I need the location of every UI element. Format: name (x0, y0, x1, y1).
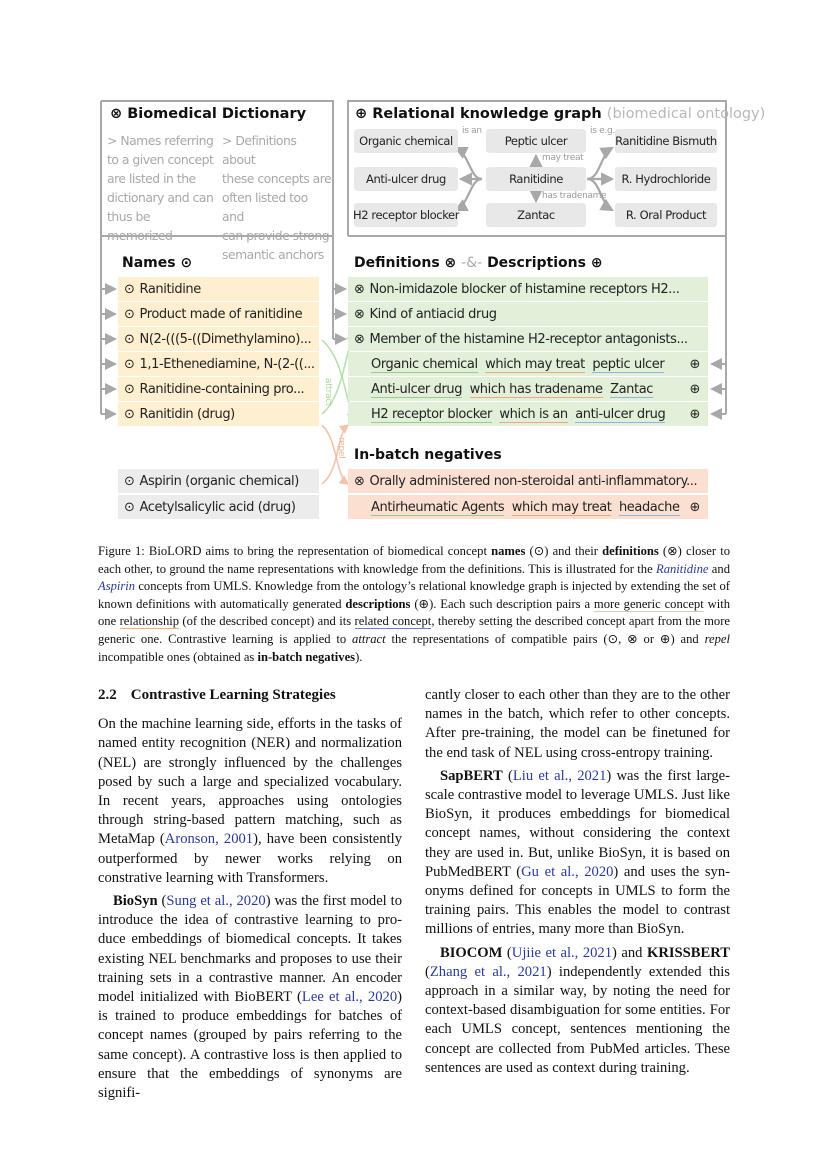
definition-symbol-icon: ⊗ (354, 281, 365, 297)
name-item: ⊙ Ranitidin (drug) (118, 402, 319, 426)
paragraph: On the machine learning side, efforts in the tasks of named entity recognition (NER) and normalization (NEL) are strongly influenced by the challenges posed by such a large and specialized vocabulary. In recent years, approaches using ontologies through string-based pattern matching, such as MetaMap (Aronson, 2001), have been consistently outperformed by newer works relying on constrative learning with Transformers. (98, 716, 402, 886)
name-symbol-icon: ⊙ (124, 499, 135, 515)
name-symbol-icon: ⊙ (124, 381, 135, 397)
aspirin-link[interactable]: Aspirin (98, 579, 136, 594)
citation-aronson[interactable]: Aronson, 2001 (164, 831, 254, 848)
definition-item: ⊗ Member of the histamine H2-receptor antagonists... (348, 327, 708, 351)
name-item: ⊙ Ranitidine-containing pro... (118, 377, 319, 401)
edge-label-is-eg: is e.g. (590, 126, 615, 136)
name-symbol-icon: ⊙ (124, 356, 135, 372)
paragraph: BIOCOM (Ujiie et al., 2021) and KRISSBERT (Zhang et al., 2021) independently extended this approach in a similar way, by noting the need for context-based disambiguation for some entities. For each UMLS concept, sentences mentioning the concept are collected from PubMed articles. These sentences are used as context during training. (425, 944, 730, 1076)
section-heading: 2.2 Contrastive Learning Strategies (98, 687, 336, 703)
kg-node-ranitidine-bismuth: Ranitidine Bismuth (615, 129, 717, 153)
description-symbol-icon: ⊕ (689, 406, 700, 422)
negative-name-item: ⊙ Aspirin (organic chemical) (118, 469, 319, 493)
paragraph: BioSyn (Sung et al., 2020) was the first model to introduce the idea of contrastive learning to produce embeddings of biomedical concepts. It takes existing NEL benchmarks and proposes to use their training sets in a contrastive manner. An encoder model initialized with BioBERT (Lee et al., 2020) is trained to produce embeddings for batches of concept names (grouped by pairs referring to the same concept). A contrastive loss is then applied to ensure that the embeddings of synonyms are signifi- (98, 893, 402, 1102)
edge-label-may-treat: may treat (542, 153, 584, 163)
description-symbol-icon: ⊕ (689, 356, 700, 372)
left-column (98, 686, 402, 1107)
definitions-heading: Definitions ⊗ -&- Descriptions ⊕ (354, 255, 603, 271)
in-batch-negatives-heading: In-batch negatives (354, 447, 502, 463)
name-symbol-icon: ⊙ (124, 306, 135, 322)
definition-symbol-icon: ⊗ (354, 331, 365, 347)
figure-caption: Figure 1: BioLORD aims to bring the representation of biomedical concept names (⊙) and their definitions (⊗) closer to each other, to ground the name representations with knowledge from the definitions. This is illustrated for the Ranitidine and Aspirin concepts from UMLS. Knowledge from the ontology’s relational knowledge graph is injected by extending the set of known definitions with automatically generated descriptions (⊕). Each such description pairs a more generic concept with one relationship (of the described concept) and its related concept, thereby setting the described concept apart from the more generic one. Contrastive learning is applied to attract the representations of compatible pairs (⊙, ⊗ or ⊕) and repel incompatible ones (obtained as in-batch negatives). (98, 544, 731, 664)
description-item: Organic chemical which may treat peptic ulcer ⊕ (348, 352, 708, 376)
dictionary-title: ⊗ Biomedical Dictionary (110, 106, 307, 122)
figure-1 (0, 0, 827, 540)
kg-node-zantac: Zantac (486, 203, 586, 227)
kg-node-h2-receptor-blocker: H2 receptor blocker (354, 203, 458, 227)
paragraph: SapBERT (Liu et al., 2021) was the first large-scale contrastive model to leverage UMLS. Just like BioSyn, it produces embeddings for biomedical concept names, without considering the context they are used in. But, unlike BioSyn, it is based on PubMedBERT (Gu et al., 2020) and uses the synonyms defined for concepts in UMLS to form the training pairs. This enables the model to contrast millions of entries, many more than BioSyn. (425, 767, 731, 938)
citation-ujiie[interactable]: Ujiie et al., 2021 (511, 944, 613, 961)
description-symbol-icon: ⊕ (689, 499, 700, 515)
name-symbol-icon: ⊙ (124, 473, 135, 489)
knowledge-graph-subtitle: (biomedical ontology) (606, 106, 766, 122)
name-item: ⊙ N(2-(((5-((Dimethylamino)... (118, 327, 319, 351)
description-item: Anti-ulcer drug which has tradename Zantac ⊕ (348, 377, 708, 401)
citation-lee[interactable]: Lee et al., 2020 (301, 989, 398, 1006)
kg-node-anti-ulcer-drug: Anti-ulcer drug (354, 167, 458, 191)
citation-sung[interactable]: Sung et al., 2020 (166, 893, 266, 910)
definition-item: ⊗ Non-imidazole blocker of histamine receptors H2... (348, 277, 708, 301)
negative-definition-item: ⊗ Orally administered non-steroidal anti-inflammatory... (348, 469, 708, 493)
definition-item: ⊗ Kind of antiacid drug (348, 302, 708, 326)
kg-node-peptic-ulcer: Peptic ulcer (486, 129, 586, 153)
knowledge-graph-title: ⊕ Relational knowledge graph (biomedical ontology) (355, 106, 766, 122)
name-symbol-icon: ⊙ (124, 331, 135, 347)
citation-zhang[interactable]: Zhang et al., 2021 (429, 963, 547, 980)
definition-symbol-icon: ⊗ (354, 306, 365, 322)
edge-label-is-an: is an (462, 126, 482, 136)
ranitidine-link[interactable]: Ranitidine (656, 561, 709, 576)
paragraph: cantly closer to each other than they are to the other names in the batch, which refer to other concepts. After pre-training, the model can be finetuned for the end task of NEL using cross-entropy training. (425, 687, 730, 761)
description-item: H2 receptor blocker which is an anti-ulcer drug ⊕ (348, 402, 708, 426)
name-item: ⊙ Product made of ranitidine (118, 302, 319, 326)
name-symbol-icon: ⊙ (124, 406, 135, 422)
name-symbol-icon: ⊙ (124, 281, 135, 297)
attract-label: attract (323, 378, 333, 407)
citation-gu[interactable]: Gu et al., 2020 (521, 863, 614, 880)
description-symbol-icon: ⊕ (689, 381, 700, 397)
repel-label: repel (336, 437, 346, 459)
kg-node-organic-chemical: Organic chemical (354, 129, 458, 153)
dictionary-definitions-note: > Definitions about these concepts are often listed too and can provide strong semantic anchors (222, 133, 332, 262)
kg-node-r-hydrochloride: R. Hydrochloride (615, 167, 717, 191)
name-item: ⊙ Ranitidine (118, 277, 319, 301)
negative-name-item: ⊙ Acetylsalicylic acid (drug) (118, 495, 319, 519)
dictionary-names-note: > Names referring to a given concept are listed in the dictionary and can thus be memorized (107, 133, 214, 243)
edge-label-has-tradename: has tradename (542, 191, 607, 201)
kg-node-ranitidine: Ranitidine (486, 167, 586, 191)
definition-symbol-icon: ⊗ (354, 473, 365, 489)
kg-node-r-oral-product: R. Oral Product (615, 203, 717, 227)
citation-liu[interactable]: Liu et al., 2021 (512, 767, 607, 784)
negative-description-item: Antirheumatic Agents which may treat headache ⊕ (348, 495, 708, 519)
name-item: ⊙ 1,1-Ethenediamine, N-(2-((... (118, 352, 319, 376)
right-column (425, 686, 730, 1082)
names-heading: Names ⊙ (122, 255, 193, 271)
